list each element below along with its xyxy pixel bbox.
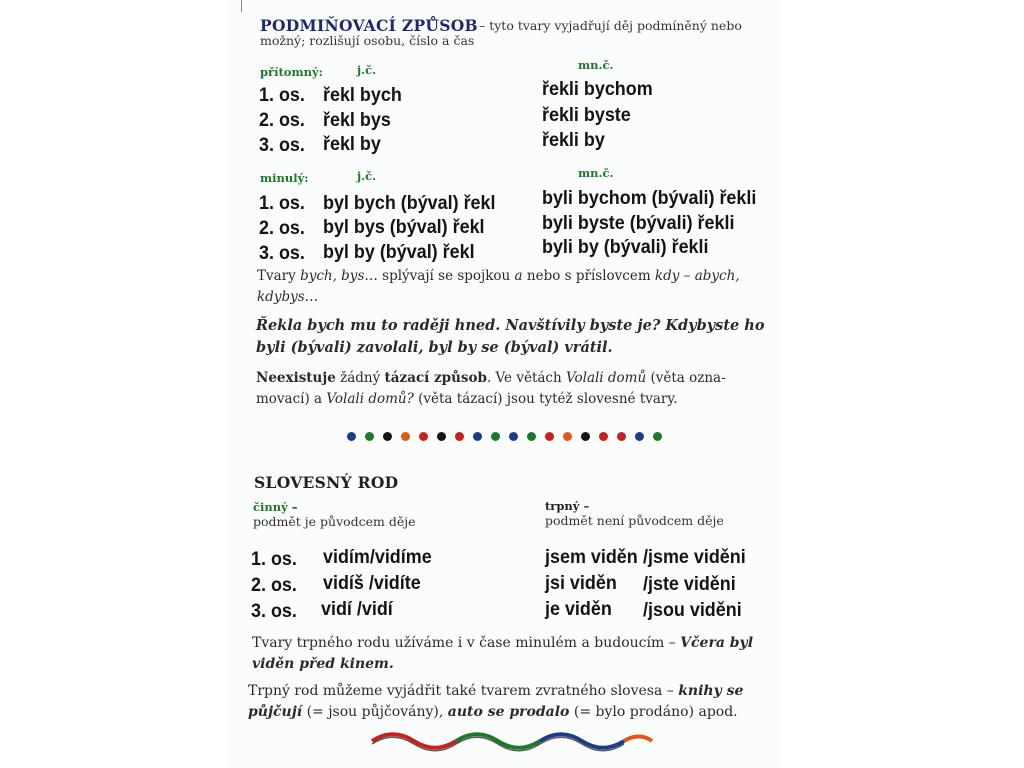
conditional-note-line2: možný; rozlišují osobu, číslo a čas [260,33,475,48]
decorative-dot [563,432,572,441]
past-pl-2: byli byste (bývali) řekli [542,212,735,234]
present-sg-label: j.č. [357,63,377,77]
active-form-2: vidíš /vidíte [323,572,421,594]
wave-segment-blue [540,734,624,748]
past-pl-label: mn.č. [578,166,614,180]
decorative-dot [455,432,464,441]
present-pl-label: mn.č. [578,58,614,72]
conditional-note-line1: – tyto tvary vyjadřují děj podmíněný nebo [479,18,742,33]
wave-segment-red [372,734,456,748]
section-heading-voice: SLOVESNÝ ROD [254,473,399,492]
past-sg-3: byl by (býval) řekl [323,241,475,263]
margin-line [241,0,242,12]
past-person-1: 1. os. [259,192,305,214]
past-sg-1: byl bych (býval) řekl [323,192,496,214]
decorative-dot [491,432,500,441]
present-person-3: 3. os. [259,134,305,156]
decorative-dot [347,432,356,441]
wave-segment-green [456,734,540,748]
note-passive-tenses: Tvary trpného rodu užíváme i v čase minulém a budoucím – Včera byl viděn před kinem. [252,635,754,672]
past-person-2: 2. os. [259,217,305,239]
decorative-dot [527,432,536,441]
decorative-dot [509,432,518,441]
active-voice-label: činný – [253,500,298,514]
present-pl-2: řekli byste [542,104,631,126]
note-reflexive-passive: Trpný rod můžeme vyjádřit také tvarem zvratného slovesa – knihy se půjčují (= jsou půjčovány), auto se prodalo (= bylo prodáno) apod. [248,683,744,720]
past-pl-3: byli by (bývali) řekli [542,236,709,258]
decorative-dot [617,432,626,441]
section-heading-conditional: PODMIŇOVACÍ ZPŮSOB [260,16,478,35]
present-person-1: 1. os. [259,84,305,106]
decorative-dot [419,432,428,441]
decorative-dot-row [347,432,662,441]
decorative-dot [653,432,662,441]
decorative-dot [581,432,590,441]
note-bych-paragraph: Tvary bych, bys… splývají se spojkou a nebo s příslovcem kdy – abych, kdybys… [257,268,740,305]
decorative-wavy-line [370,730,654,752]
passive-form-2b: /jste viděni [643,573,736,595]
passive-form-3b: /jsou viděni [643,599,742,621]
passive-form-1b: /jsme viděni [643,546,746,568]
present-pl-1: řekli bychom [542,78,653,100]
present-person-2: 2. os. [259,109,305,131]
decorative-dot [401,432,410,441]
decorative-dot [545,432,554,441]
passive-form-1a: jsem viděn [545,546,638,568]
past-label: minulý: [260,171,309,185]
decorative-dot [383,432,392,441]
voice-person-3: 3. os. [251,600,297,622]
passive-voice-label: trpný – [545,499,590,513]
passive-voice-description: podmět není původcem děje [545,513,724,528]
past-sg-2: byl bys (býval) řekl [323,216,485,238]
voice-person-1: 1. os. [251,548,297,570]
decorative-dot [599,432,608,441]
present-sg-3: řekl by [323,133,381,155]
decorative-dot [635,432,644,441]
present-pl-3: řekli by [542,129,605,151]
passive-form-2a: jsi viděn [545,572,617,594]
present-sg-2: řekl bys [323,109,391,131]
decorative-dot [473,432,482,441]
past-pl-1: byli bychom (bývali) řekli [542,187,757,209]
past-person-3: 3. os. [259,242,305,264]
passive-form-3a: je viděn [545,598,612,620]
active-voice-description: podmět je původcem děje [253,514,416,529]
decorative-dot [437,432,446,441]
present-sg-1: řekl bych [323,84,402,106]
voice-person-2: 2. os. [251,574,297,596]
active-form-3: vidí /vidí [321,598,393,620]
example-sentences: Řekla bych mu to raději hned. Navštívily byste je? Kdybyste ho byli (bývali) zavolali, byl by se (býval) vrátil. [256,317,765,356]
active-form-1: vidím/vidíme [323,546,432,568]
past-sg-label: j.č. [357,169,377,183]
present-label: přítomný: [260,65,323,79]
wave-segment-orange [624,737,652,742]
note-interrogative-paragraph: Neexistuje žádný tázací způsob. Ve větách Volali domů (věta ozna-movací) a Volali domů? (věta tázací) jsou tytéž slovesné tvary. [256,370,726,407]
decorative-dot [365,432,374,441]
